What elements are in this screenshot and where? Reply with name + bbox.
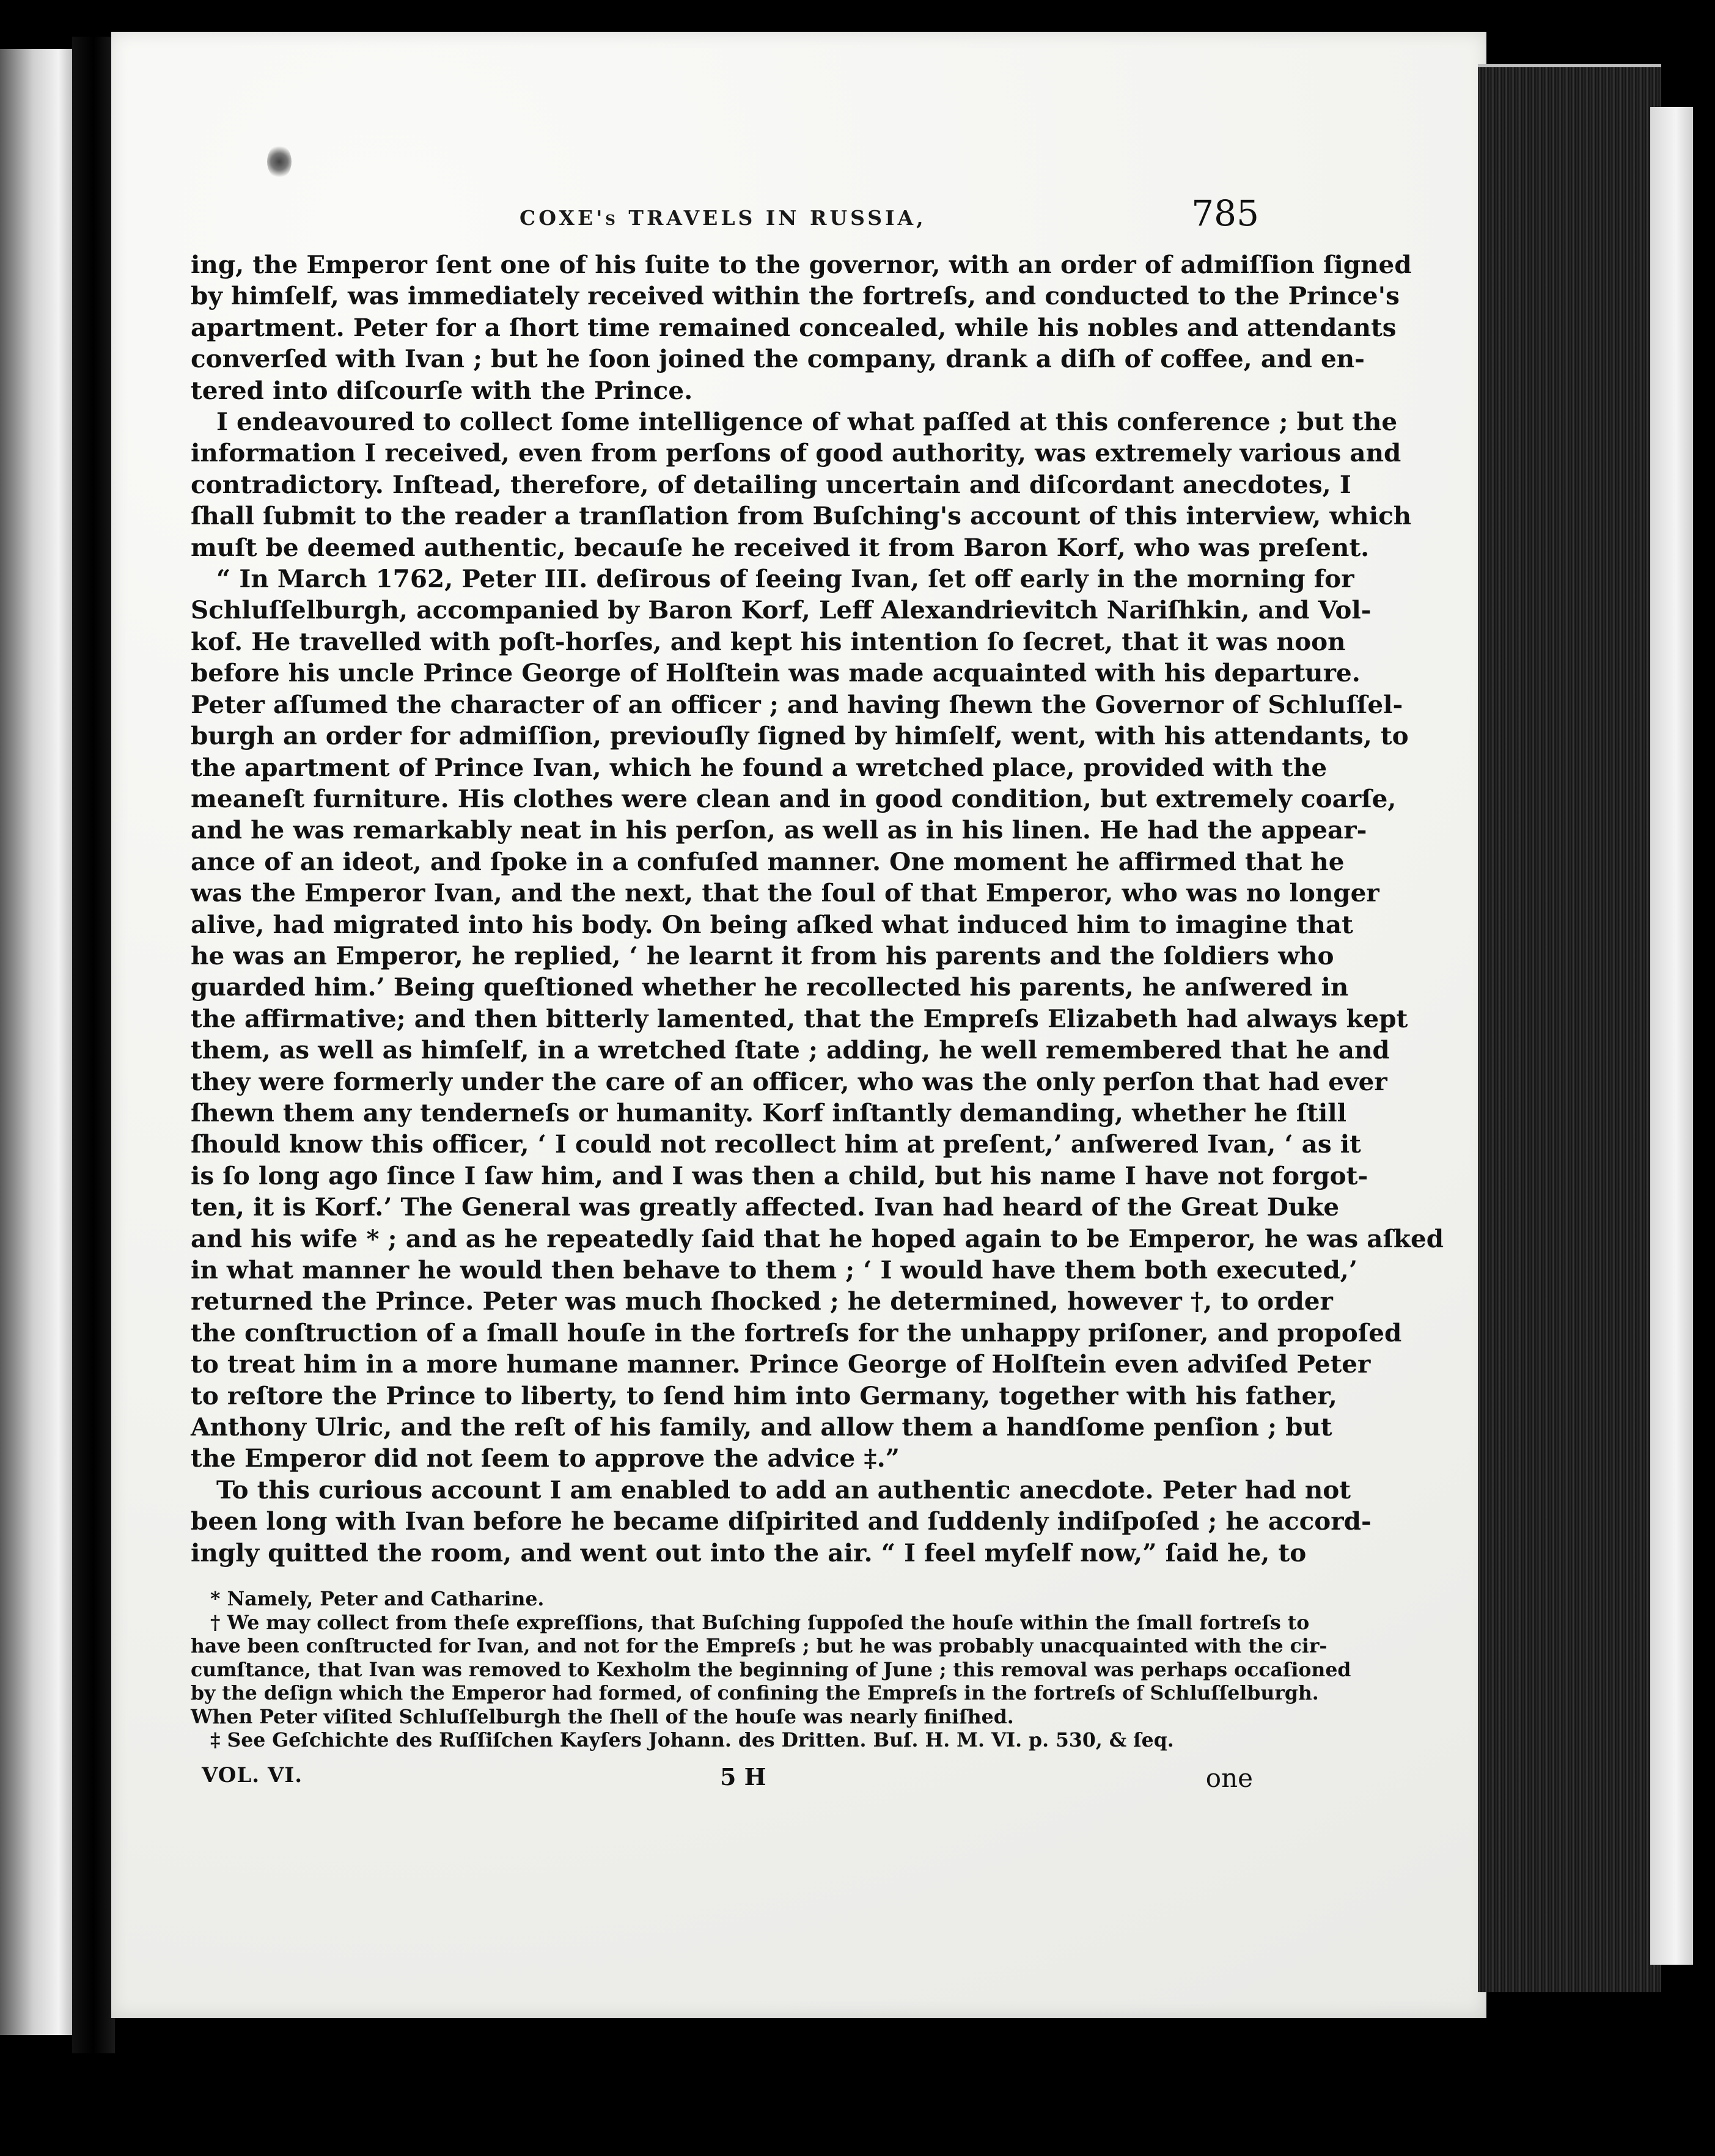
- text-line: and his wife * ; and as he repeatedly ſaid that he hoped again to be Emperor, he was aſked: [191, 1223, 1444, 1253]
- text-line: meaneſt furniture. His clothes were clean and in good condition, but extremely coarſe,: [191, 783, 1397, 813]
- text-line: alive, had migrated into his body. On being aſked what induced him to imagine that: [191, 909, 1353, 939]
- running-header: [183, 193, 1259, 241]
- text-line: kof. He travelled with poſt-horſes, and kept his intention ſo ſecret, that it was noon: [191, 626, 1346, 656]
- text-line: ten, it is Korf.’ The General was greatly affected. Ivan had heard of the Great Duke: [191, 1192, 1340, 1222]
- text-line: is ſo long ago ſince I ſaw him, and I was then a child, but his name I have not forgot-: [191, 1160, 1368, 1190]
- text-line: ingly quitted the room, and went out into the air. “ I feel myſelf now,” ſaid he, to: [191, 1538, 1307, 1568]
- text-line: apartment. Peter for a ſhort time remained concealed, while his nobles and attendants: [191, 312, 1397, 342]
- text-line: To this curious account I am enabled to add an authentic anecdote. Peter had not: [216, 1475, 1351, 1505]
- facing-page-edge: [0, 49, 73, 2035]
- text-line: contradictory. Inſtead, therefore, of detailing uncertain and diſcordant anecdotes, I: [191, 469, 1351, 499]
- text-line: Anthony Ulric, and the reſt of his family, and allow them a handſome penſion ; but: [191, 1412, 1332, 1442]
- text-line: before his uncle Prince George of Holſtein was made acquainted with his departure.: [191, 658, 1361, 688]
- catchword: one: [1205, 1763, 1253, 1793]
- text-line: ſhall ſubmit to the reader a tranſlation from Buſching's account of this interview, which: [191, 501, 1412, 531]
- running-title: COXE's TRAVELS IN RUSSIA,: [520, 206, 927, 230]
- text-line: and he was remarkably neat in his perſon, as well as in his linen. He had the appear-: [191, 815, 1367, 845]
- text-line: converſed with Ivan ; but he ſoon joined the company, drank a diſh of coffee, and en-: [191, 344, 1365, 374]
- text-line: ing, the Emperor ſent one of his ſuite to the governor, with an order of admiſſion ſigned: [191, 250, 1412, 279]
- text-line: “ In March 1762, Peter III. deſirous of ſeeing Ivan, ſet off early in the morning for: [216, 564, 1354, 594]
- text-line: to treat him in a more humane manner. Prince George of Holſtein even adviſed Peter: [191, 1349, 1371, 1379]
- footnote-line: by the deſign which the Emperor had formed, of confining the Empreſs in the fortreſs of Schluſſelburgh.: [191, 1682, 1319, 1704]
- text-line: to reſtore the Prince to liberty, to ſend him into Germany, together with his father,: [191, 1380, 1337, 1410]
- text-line: guarded him.’ Being queſtioned whether he recollected his parents, he anſwered in: [191, 972, 1349, 1002]
- text-line: ance of an ideot, and ſpoke in a confuſed manner. One moment he affirmed that he: [191, 846, 1345, 876]
- footnote-line: † We may collect from theſe expreſſions, that Buſching ſuppoſed the houſe within the ſmall fortreſs to: [210, 1611, 1310, 1634]
- text-line: been long with Ivan before he became diſpirited and ſuddenly indiſpoſed ; he accord-: [191, 1506, 1372, 1536]
- page-number: 785: [1191, 193, 1259, 234]
- text-line: by himſelf, was immediately received within the fortreſs, and conducted to the Prince's: [191, 281, 1400, 311]
- text-line: he was an Emperor, he replied, ‘ he learnt it from his parents and the ſoldiers who: [191, 941, 1334, 970]
- signature-mark: 5 H: [720, 1763, 766, 1791]
- text-line: Peter aſſumed the character of an officer ; and having ſhewn the Governor of Schluſſel-: [191, 689, 1403, 719]
- text-line: in what manner he would then behave to them ; ‘ I would have them both executed,’: [191, 1255, 1357, 1285]
- footnote-line: ‡ See Geſchichte des Ruſſiſchen Kayſers Johann. des Dritten. Buſ. H. M. VI. p. 530, & ſeq.: [210, 1729, 1174, 1751]
- text-line: I endeavoured to collect ſome intelligence of what paſſed at this conference ; but the: [216, 407, 1398, 437]
- book-gutter: [72, 37, 115, 2053]
- text-line: information I received, even from perſons of good authority, was extremely various and: [191, 438, 1401, 468]
- book-cover-edge: [1650, 107, 1693, 1965]
- footnote-line: cumſtance, that Ivan was removed to Kexholm the beginning of June ; this removal was perhaps occaſioned: [191, 1658, 1351, 1681]
- text-line: the Emperor did not ſeem to approve the advice ‡.”: [191, 1443, 900, 1473]
- text-line: burgh an order for admiſſion, previouſly ſigned by himſelf, went, with his attendants, to: [191, 721, 1409, 751]
- text-line: they were formerly under the care of an officer, who was the only perſon that had ever: [191, 1066, 1387, 1096]
- footnote-line: have been conſtructed for Ivan, and not for the Empreſs ; but he was probably unacquainted with the cir-: [191, 1635, 1328, 1657]
- page-footer: [202, 1763, 1253, 1800]
- ink-blot: [267, 145, 292, 178]
- text-line: the conſtruction of a ſmall houſe in the fortreſs for the unhappy priſoner, and propoſed: [191, 1318, 1402, 1348]
- text-line: tered into diſcourſe with the Prince.: [191, 375, 693, 405]
- page-stack-edge: [1478, 67, 1661, 1992]
- text-line: returned the Prince. Peter was much ſhocked ; he determined, however †, to order: [191, 1286, 1333, 1316]
- text-line: them, as well as himſelf, in a wretched ſtate ; adding, he well remembered that he and: [191, 1035, 1390, 1065]
- volume-label: VOL. VI.: [202, 1763, 303, 1788]
- text-line: ſhould know this officer, ‘ I could not recollect him at preſent,’ anſwered Ivan, ‘ as it: [191, 1129, 1361, 1159]
- body-text: [191, 249, 1444, 1569]
- footnote-line: * Namely, Peter and Catharine.: [210, 1588, 545, 1610]
- text-line: muſt be deemed authentic, becauſe he received it from Baron Korf, who was preſent.: [191, 532, 1370, 562]
- footnotes: [191, 1588, 1351, 1753]
- footnote-line: When Peter viſited Schluſſelburgh the ſhell of the houſe was nearly finiſhed.: [191, 1705, 1014, 1728]
- text-line: ſhewn them any tenderneſs or humanity. Korf inſtantly demanding, whether he ſtill: [191, 1098, 1347, 1128]
- text-line: the affirmative; and then bitterly lamented, that the Empreſs Elizabeth had always kept: [191, 1003, 1408, 1033]
- text-line: the apartment of Prince Ivan, which he found a wretched place, provided with the: [191, 752, 1328, 782]
- text-line: was the Emperor Ivan, and the next, that the ſoul of that Emperor, who was no longer: [191, 878, 1379, 908]
- text-line: Schluſſelburgh, accompanied by Baron Korf, Leff Alexandrievitch Nariſhkin, and Vol-: [191, 595, 1372, 625]
